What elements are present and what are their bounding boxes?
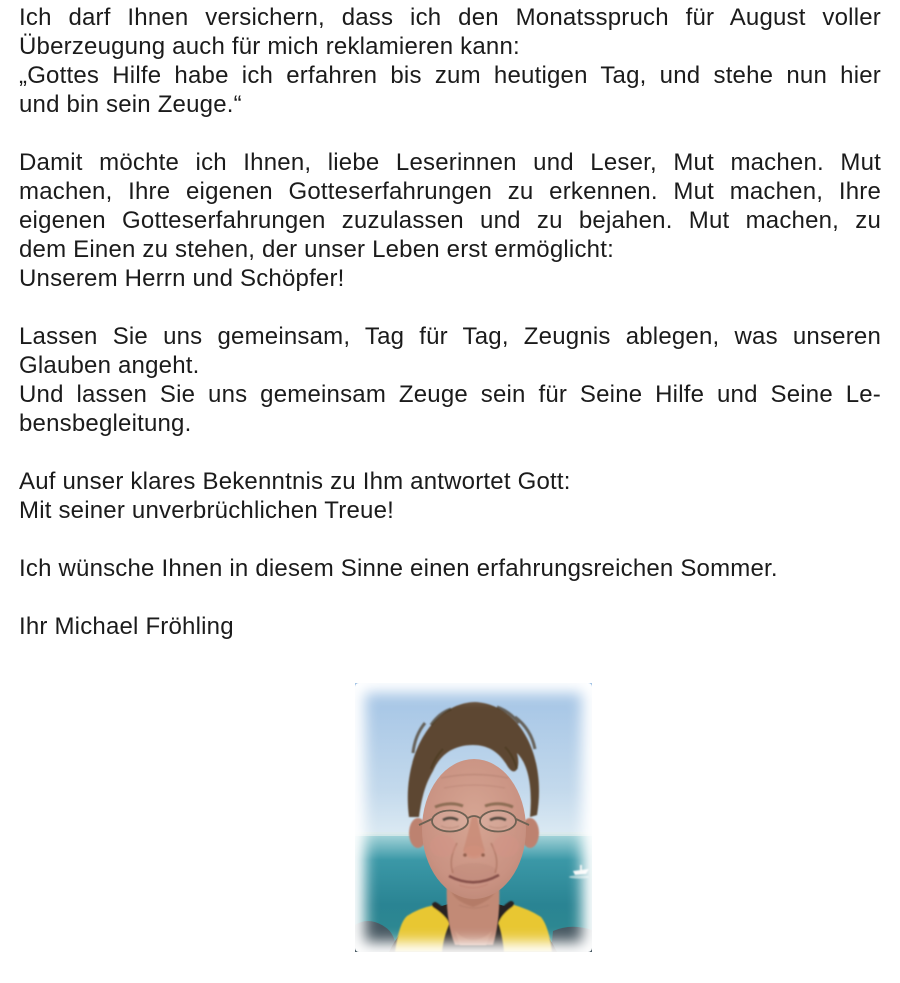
text-line: Auf unser klares Bekenntnis zu Ihm antwortet Gott: — [19, 468, 571, 495]
author-photo — [355, 683, 592, 952]
text-line: dem Einen zu stehen, der unser Leben erst ermöglicht: — [19, 236, 614, 263]
text-line: Unserem Herrn und Schöpfer! — [19, 265, 345, 292]
text-line: Mit seiner unverbrüchlichen Treue! — [19, 497, 394, 524]
text-line: Damit möchte ich Ihnen, liebe Leserinnen und Leser, Mut machen. Mut — [19, 149, 881, 176]
text-line: Ich wünsche Ihnen in diesem Sinne einen erfahrungsreichen Sommer. — [19, 555, 778, 582]
text-line: Ihr Michael Fröhling — [19, 613, 234, 640]
text-line — [19, 525, 881, 554]
text-line: und bin sein Zeuge.“ — [19, 91, 242, 118]
portrait-graphic — [355, 683, 592, 952]
text-line — [19, 438, 881, 467]
text-line — [19, 119, 881, 148]
rocks-right — [551, 927, 592, 952]
text-line: Überzeugung auch für mich reklamieren kann: — [19, 33, 520, 60]
text-line: „Gottes Hilfe habe ich erfahren bis zum heutigen Tag, und stehe nun hier — [19, 62, 881, 89]
letter-text — [19, 3, 881, 641]
text-line: Lassen Sie uns gemeinsam, Tag für Tag, Zeugnis ablegen, was unseren — [19, 323, 881, 350]
text-line: bensbegleitung. — [19, 410, 192, 437]
text-line — [19, 583, 881, 612]
text-line: machen, Ihre eigenen Gotteserfahrungen zu erkennen. Mut machen, Ihre — [19, 178, 881, 205]
text-line: eigenen Gotteserfahrungen zuzulassen und zu bejahen. Mut machen, zu — [19, 207, 881, 234]
text-line: Und lassen Sie uns gemeinsam Zeuge sein für Seine Hilfe und Seine Le- — [19, 381, 881, 408]
text-line — [19, 293, 881, 322]
letter-lines — [19, 3, 881, 641]
text-line: Ich darf Ihnen versichern, dass ich den Monatsspruch für August voller — [19, 4, 881, 31]
text-line: Glauben angeht. — [19, 352, 200, 379]
